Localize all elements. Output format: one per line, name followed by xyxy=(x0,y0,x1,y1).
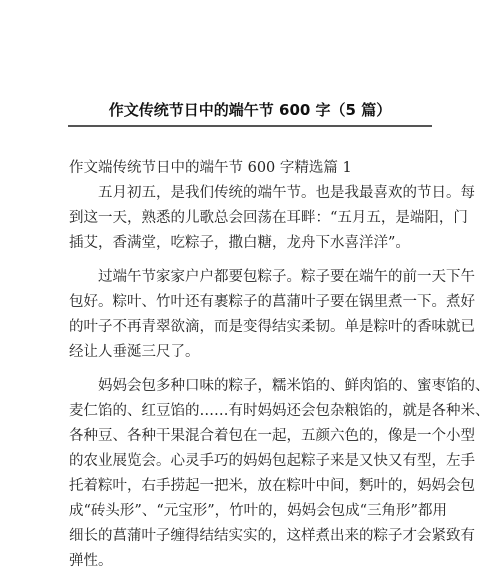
section-subheading: 作文端传统节日中的端午节 600 字精选篇 1 xyxy=(69,160,352,176)
paragraph-3 xyxy=(69,374,490,574)
paragraph-line: 细长的菖蒲叶子缠得结结实实的，这样煮出来的粽子才会紧致有 xyxy=(69,528,475,544)
paragraph-line: 包好。粽叶、竹叶还有裹粽子的菖蒲叶子要在锅里煮一下。煮好 xyxy=(69,294,475,310)
paragraph-line: 插艾，香满堂，吃粽子，撒白糖，龙舟下水喜洋洋”。 xyxy=(69,235,410,251)
paragraph-line: 到这一天，熟悉的儿歌总会回荡在耳畔：“五月五，是端阳，门 xyxy=(69,210,468,226)
paragraph-line: 经让人垂涎三尺了。 xyxy=(69,344,200,360)
paragraph-line: 各种豆、各种干果混合着包在一起，五颜六色的，像是一个小型 xyxy=(69,428,475,444)
paragraph-2 xyxy=(69,265,475,365)
paragraph-line: 托着粽叶，右手捞起一把米，放在粽叶中间，麫叶的，妈妈会包 xyxy=(69,478,475,494)
paragraph-line: 的农业展览会。心灵手巧的妈妈包起粽子来是又快又有型，左手 xyxy=(69,453,475,469)
document-title: 作文传统节日中的端午节 600 字（5 篇） xyxy=(108,101,392,119)
paragraph-1 xyxy=(69,181,475,256)
paragraph-line: 五月初五，是我们传统的端午节。也是我最喜欢的节日。每 xyxy=(98,185,475,201)
title-divider xyxy=(68,125,432,127)
paragraph-line: 弹性。 xyxy=(69,553,113,569)
paragraph-line: 过端午节家家户户都要包粽子。粽子要在端午的前一天下午 xyxy=(98,269,475,285)
document-body xyxy=(69,181,490,583)
paragraph-line: 麦仁馅的、红豆馅的……有时妈妈还会包杂粮馅的，就是各种米、 xyxy=(69,403,490,419)
paragraph-line: 成“砖头形”、“元宝形”，竹叶的，妈妈会包成“三角形”都用 xyxy=(69,503,447,519)
paragraph-line: 的叶子不再青翠欲滴，而是变得结实柔韧。单是粽叶的香味就已 xyxy=(69,319,475,335)
paragraph-line: 妈妈会包多种口味的粽子，糯米馅的、鲜肉馅的、蜜枣馅的、 xyxy=(98,378,490,394)
